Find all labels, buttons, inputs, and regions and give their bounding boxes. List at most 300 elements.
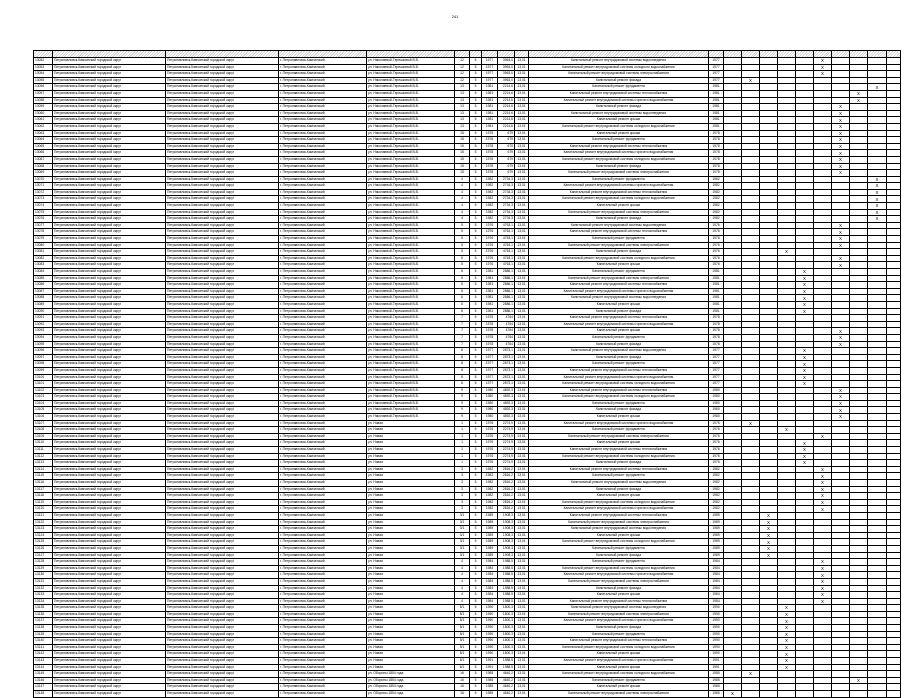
municipality-cell: Петропавловск-Камчатский городской округ [166,229,279,236]
year-mark-cell [868,572,887,579]
blank-cell [887,381,901,388]
year-mark-cell [850,262,868,269]
row-id-cell: 13143 [34,658,53,665]
table-row [34,598,901,605]
year-mark-cell [742,64,760,71]
header-row [34,51,901,58]
year-cell: 1984 [482,598,498,605]
year-mark-cell [868,592,887,599]
year-mark-cell: X [832,104,850,111]
year-mark-cell [832,677,850,684]
work-type-cell: Капитальный ремонт внутридомовой системы теплоснабжения [529,638,709,645]
year-mark-cell: X [814,565,832,572]
owner-cell: Петропавловск-Камчатский городской округ [53,552,166,559]
year-mark-cell: X [796,381,814,388]
year-mark-cell: X [778,427,796,434]
area-cell: 2886,1 [498,308,515,315]
year-cell: 1976 [482,242,498,249]
house-number-cell: 5/1 [455,605,470,612]
row-id-cell: 13107 [34,420,53,427]
work-type-cell: Капитальный ремонт внутридомовой системы электроснабжения [529,242,709,249]
year-mark-cell [742,480,760,487]
row-id-cell: 13072 [34,189,53,196]
year-mark-cell [724,400,742,407]
year-mark-cell: X [778,638,796,645]
year-mark-cell [850,400,868,407]
year-mark-cell [778,123,796,130]
work-type-cell: Капитальный ремонт крыши [529,664,709,671]
cost-cell: 13,01 [515,341,529,348]
year-mark-cell [724,321,742,328]
floors-cell: 5 [470,565,482,572]
year-mark-cell [814,321,832,328]
period-cell: 1976 [709,427,724,434]
year-mark-cell [760,499,778,506]
year-mark-cell [778,269,796,276]
year-mark-cell [832,644,850,651]
year-mark-cell [796,315,814,322]
year-mark-cell [724,315,742,322]
period-cell: 1978 [709,130,724,137]
area-cell: 4892,3 [498,400,515,407]
year-mark-cell [868,275,887,282]
year-cell: 1982 [482,480,498,487]
municipality-cell: Петропавловск-Камчатский городской округ [166,71,279,78]
year-mark-cell [760,308,778,315]
municipality-cell: Петропавловск-Камчатский городской округ [166,625,279,632]
table-row [34,361,901,368]
blank-cell [887,262,901,269]
year-mark-cell [724,130,742,137]
year-mark-cell [724,58,742,65]
year-mark-cell [760,255,778,262]
year-mark-cell [868,625,887,632]
year-mark-cell [724,282,742,289]
period-cell: 1976 [709,440,724,447]
blank-cell [887,367,901,374]
column-header [455,51,470,58]
street-cell: ул. Новая [367,611,455,618]
table-row [34,301,901,308]
year-mark-cell [778,117,796,124]
house-number-cell: 4 [455,578,470,585]
locality-cell: г. Петропавловск-Камчатский [279,301,367,308]
work-type-cell: Капитальный ремонт внутридомовой системы электроснабжения [529,519,709,526]
municipality-cell: Петропавловск-Камчатский городской округ [166,288,279,295]
period-cell: 1976 [709,460,724,467]
house-number-cell: 3 [455,466,470,473]
year-mark-cell [850,123,868,130]
owner-cell: Петропавловск-Камчатский городской округ [53,209,166,216]
municipality-cell: Петропавловск-Камчатский городской округ [166,216,279,223]
year-mark-cell [850,651,868,658]
year-mark-cell [832,440,850,447]
locality-cell: г. Петропавловск-Камчатский [279,578,367,585]
house-number-cell: 15 [455,130,470,137]
municipality-cell: Петропавловск-Камчатский городской округ [166,578,279,585]
floors-cell: 5 [470,631,482,638]
year-mark-cell [724,374,742,381]
year-mark-cell [742,677,760,684]
blank-cell [887,137,901,144]
blank-cell [887,117,901,124]
year-mark-cell [724,209,742,216]
table-row [34,677,901,684]
blank-cell [887,269,901,276]
work-type-cell: Капитальный ремонт внутридомовой системы горячего водоснабжения [529,183,709,190]
street-cell: ул. Новая [367,512,455,519]
locality-cell: г. Петропавловск-Камчатский [279,684,367,691]
year-mark-cell [760,638,778,645]
street-cell: ул. Николаевой-Терешковой В.В. [367,130,455,137]
row-id-cell: 13094 [34,334,53,341]
municipality-cell: Петропавловск-Камчатский городской округ [166,460,279,467]
row-id-cell: 13077 [34,222,53,229]
floors-cell: 5 [470,473,482,480]
year-mark-cell [850,321,868,328]
period-cell: 1976 [709,453,724,460]
cost-cell: 13,01 [515,658,529,665]
cost-cell: 13,01 [515,183,529,190]
year-mark-cell [832,295,850,302]
year-cell: 1984 [482,578,498,585]
municipality-cell: Петропавловск-Камчатский городской округ [166,407,279,414]
municipality-cell: Петропавловск-Камчатский городской округ [166,374,279,381]
owner-cell: Петропавловск-Камчатский городской округ [53,559,166,566]
year-mark-cell [868,539,887,546]
year-mark-cell [778,671,796,678]
year-mark-cell: X [832,123,850,130]
table-row [34,321,901,328]
table-row [34,84,901,91]
year-mark-cell [814,361,832,368]
year-mark-cell [796,341,814,348]
year-mark-cell [850,170,868,177]
area-cell: 2873,1 [498,374,515,381]
cost-cell: 13,01 [515,117,529,124]
year-cell: 1981 [482,269,498,276]
year-mark-cell [760,328,778,335]
year-mark-cell [868,123,887,130]
floors-cell: 5 [470,638,482,645]
floors-cell: 5 [470,407,482,414]
table-row [34,414,901,421]
floors-cell: 5 [470,658,482,665]
house-number-cell: 1 [455,460,470,467]
table-row [34,394,901,401]
locality-cell: г. Петропавловск-Камчатский [279,545,367,552]
house-number-cell: 16 [455,677,470,684]
municipality-cell: Петропавловск-Камчатский городской округ [166,269,279,276]
locality-cell: г. Петропавловск-Камчатский [279,176,367,183]
locality-cell: г. Петропавловск-Камчатский [279,71,367,78]
period-cell: 1981 [709,301,724,308]
year-cell: 1977 [482,367,498,374]
street-cell: ул. Николаевой-Терешковой В.В. [367,150,455,157]
year-mark-cell [724,433,742,440]
year-mark-cell [778,84,796,91]
year-mark-cell [850,222,868,229]
owner-cell: Петропавловск-Камчатский городской округ [53,90,166,97]
locality-cell: г. Петропавловск-Камчатский [279,460,367,467]
year-mark-cell [850,183,868,190]
year-mark-cell [724,71,742,78]
year-mark-cell [760,229,778,236]
owner-cell: Петропавловск-Камчатский городской округ [53,638,166,645]
area-cell: 4764 [498,328,515,335]
year-mark-cell [760,473,778,480]
area-cell: 4764 [498,341,515,348]
year-mark-cell [742,433,760,440]
year-mark-cell [850,559,868,566]
year-mark-cell [760,143,778,150]
row-id-cell: 13148 [34,691,53,698]
floors-cell: 5 [470,625,482,632]
year-mark-cell [796,644,814,651]
year-mark-cell [760,183,778,190]
year-mark-cell [778,77,796,84]
blank-cell [887,361,901,368]
year-mark-cell [832,565,850,572]
blank-cell [887,677,901,684]
floors-cell: 5 [470,163,482,170]
house-number-cell: 13 [455,123,470,130]
year-cell: 1981 [482,123,498,130]
municipality-cell: Петропавловск-Камчатский городской округ [166,658,279,665]
owner-cell: Петропавловск-Камчатский городской округ [53,189,166,196]
year-mark-cell [832,203,850,210]
year-mark-cell [724,216,742,223]
table-row [34,110,901,117]
area-cell: 4640,2 [498,684,515,691]
year-mark-cell [796,64,814,71]
year-cell: 1984 [482,585,498,592]
table-row [34,578,901,585]
locality-cell: г. Петропавловск-Камчатский [279,242,367,249]
work-type-cell: Капитальный ремонт крыши [529,203,709,210]
municipality-cell: Петропавловск-Камчатский городской округ [166,466,279,473]
cost-cell: 13,01 [515,420,529,427]
row-id-cell: 13054 [34,71,53,78]
year-mark-cell: X [814,466,832,473]
year-mark-cell: X [832,156,850,163]
municipality-cell: Петропавловск-Камчатский городской округ [166,301,279,308]
area-cell: 1908,3 [498,532,515,539]
table-row [34,163,901,170]
year-mark-cell [796,427,814,434]
floors-cell: 5 [470,275,482,282]
year-mark-cell [724,176,742,183]
locality-cell: г. Петропавловск-Камчатский [279,354,367,361]
year-mark-cell [796,519,814,526]
year-mark-cell [814,196,832,203]
year-mark-cell [850,585,868,592]
year-mark-cell [760,288,778,295]
work-type-cell: Капитальный ремонт внутридомовой системы теплоснабжения [529,315,709,322]
year-mark-cell [868,559,887,566]
year-cell: 1989 [482,526,498,533]
year-mark-cell [850,143,868,150]
year-mark-cell [742,664,760,671]
blank-cell [887,143,901,150]
year-mark-cell [814,539,832,546]
cost-cell: 13,01 [515,539,529,546]
cost-cell: 13,01 [515,143,529,150]
owner-cell: Петропавловск-Камчатский городской округ [53,64,166,71]
floors-cell: 5 [470,308,482,315]
year-mark-cell [814,110,832,117]
year-mark-cell: X [760,545,778,552]
street-cell: ул. Николаевой-Терешковой В.В. [367,367,455,374]
table-row [34,209,901,216]
owner-cell: Петропавловск-Камчатский городской округ [53,203,166,210]
year-mark-cell [742,618,760,625]
column-header [470,51,482,58]
year-mark-cell [724,196,742,203]
year-mark-cell [742,638,760,645]
year-mark-cell [832,638,850,645]
year-mark-cell [796,671,814,678]
area-cell: 3963,0 [498,58,515,65]
locality-cell: г. Петропавловск-Камчатский [279,526,367,533]
year-mark-cell [778,572,796,579]
year-cell: 1981 [482,97,498,104]
table-row [34,480,901,487]
work-type-cell: Капитальный ремонт фундамента [529,400,709,407]
year-mark-cell [832,433,850,440]
year-cell: 1991 [482,664,498,671]
column-header [367,51,455,58]
locality-cell: г. Петропавловск-Камчатский [279,209,367,216]
area-cell: 1908,3 [498,545,515,552]
owner-cell: Петропавловск-Камчатский городской округ [53,545,166,552]
table-row [34,638,901,645]
street-cell: ул. Николаевой-Терешковой В.В. [367,163,455,170]
owner-cell: Петропавловск-Камчатский городской округ [53,664,166,671]
work-type-cell: Капитальный ремонт внутридомовой системы горячего водоснабжения [529,374,709,381]
floors-cell: 5 [470,598,482,605]
cost-cell: 13,01 [515,473,529,480]
year-mark-cell [832,526,850,533]
municipality-cell: Петропавловск-Камчатский городской округ [166,196,279,203]
year-mark-cell [760,170,778,177]
floors-cell: 5 [470,295,482,302]
year-mark-cell [742,611,760,618]
floors-cell: 5 [470,545,482,552]
owner-cell: Петропавловск-Камчатский городской округ [53,170,166,177]
year-mark-cell [724,242,742,249]
area-cell: 3963,0 [498,71,515,78]
blank-cell [887,638,901,645]
locality-cell: г. Петропавловск-Камчатский [279,671,367,678]
year-mark-cell [814,222,832,229]
year-mark-cell [814,420,832,427]
area-cell: 2873,1 [498,381,515,388]
year-cell: 1977 [482,381,498,388]
year-cell: 1982 [482,506,498,513]
period-cell: 1990 [709,651,724,658]
blank-cell [887,156,901,163]
period-cell: 1984 [709,585,724,592]
owner-cell: Петропавловск-Камчатский городской округ [53,532,166,539]
street-cell: ул. Николаевой-Терешковой В.В. [367,321,455,328]
cost-cell: 13,01 [515,97,529,104]
year-mark-cell [742,585,760,592]
year-mark-cell: X [814,559,832,566]
year-mark-cell [760,242,778,249]
year-mark-cell [868,367,887,374]
year-cell: 1977 [482,64,498,71]
year-mark-cell [796,77,814,84]
cost-cell: 13,01 [515,156,529,163]
year-cell: 1990 [482,618,498,625]
row-id-cell: 13103 [34,394,53,401]
street-cell: ул. Николаевой-Терешковой В.В. [367,308,455,315]
year-mark-cell [778,532,796,539]
municipality-cell: Петропавловск-Камчатский городской округ [166,486,279,493]
row-id-cell: 13073 [34,196,53,203]
street-cell: ул. Николаевой-Терешковой В.В. [367,295,455,302]
work-type-cell: Капитальный ремонт внутридомовой системы холодного водоснабжения [529,394,709,401]
table-row [34,644,901,651]
municipality-cell: Петропавловск-Камчатский городской округ [166,236,279,243]
table-row [34,618,901,625]
area-cell: 2734,3 [498,189,515,196]
blank-cell [887,651,901,658]
year-mark-cell [868,691,887,698]
year-mark-cell [850,447,868,454]
year-mark-cell [778,216,796,223]
work-type-cell: Капитальный ремонт внутридомовой системы холодного водоснабжения [529,255,709,262]
work-type-cell: Капитальный ремонт внутридомовой системы водоотведения [529,526,709,533]
work-type-cell: Капитальный ремонт фасада [529,216,709,223]
row-id-cell: 13136 [34,611,53,618]
year-mark-cell: X [814,598,832,605]
blank-cell [887,559,901,566]
year-mark-cell [796,414,814,421]
house-number-cell: 8 [455,374,470,381]
year-mark-cell [868,308,887,315]
period-cell: 1978 [709,143,724,150]
year-mark-cell [724,308,742,315]
owner-cell: Петропавловск-Камчатский городской округ [53,242,166,249]
municipality-cell: Петропавловск-Камчатский городской округ [166,315,279,322]
year-mark-cell [868,585,887,592]
year-mark-cell [850,532,868,539]
year-mark-cell [778,328,796,335]
row-id-cell: 13144 [34,664,53,671]
floors-cell: 5 [470,578,482,585]
work-type-cell: Капитальный ремонт внутридомовой системы водоотведения [529,295,709,302]
street-cell: ул. Новая [367,539,455,546]
year-mark-cell [778,526,796,533]
year-mark-cell [814,117,832,124]
municipality-cell: Петропавловск-Камчатский городской округ [166,97,279,104]
period-cell: 1976 [709,242,724,249]
house-number-cell: 7 [455,315,470,322]
owner-cell: Петропавловск-Камчатский городской округ [53,236,166,243]
year-mark-cell [760,150,778,157]
municipality-cell: Петропавловск-Камчатский городской округ [166,183,279,190]
floors-cell: 5 [470,585,482,592]
owner-cell: Петропавловск-Камчатский городской округ [53,394,166,401]
year-mark-cell [796,229,814,236]
house-number-cell: 5 [455,255,470,262]
year-mark-cell [850,526,868,533]
cost-cell: 13,01 [515,565,529,572]
work-type-cell: Капитальный ремонт крыши [529,301,709,308]
year-mark-cell [724,288,742,295]
